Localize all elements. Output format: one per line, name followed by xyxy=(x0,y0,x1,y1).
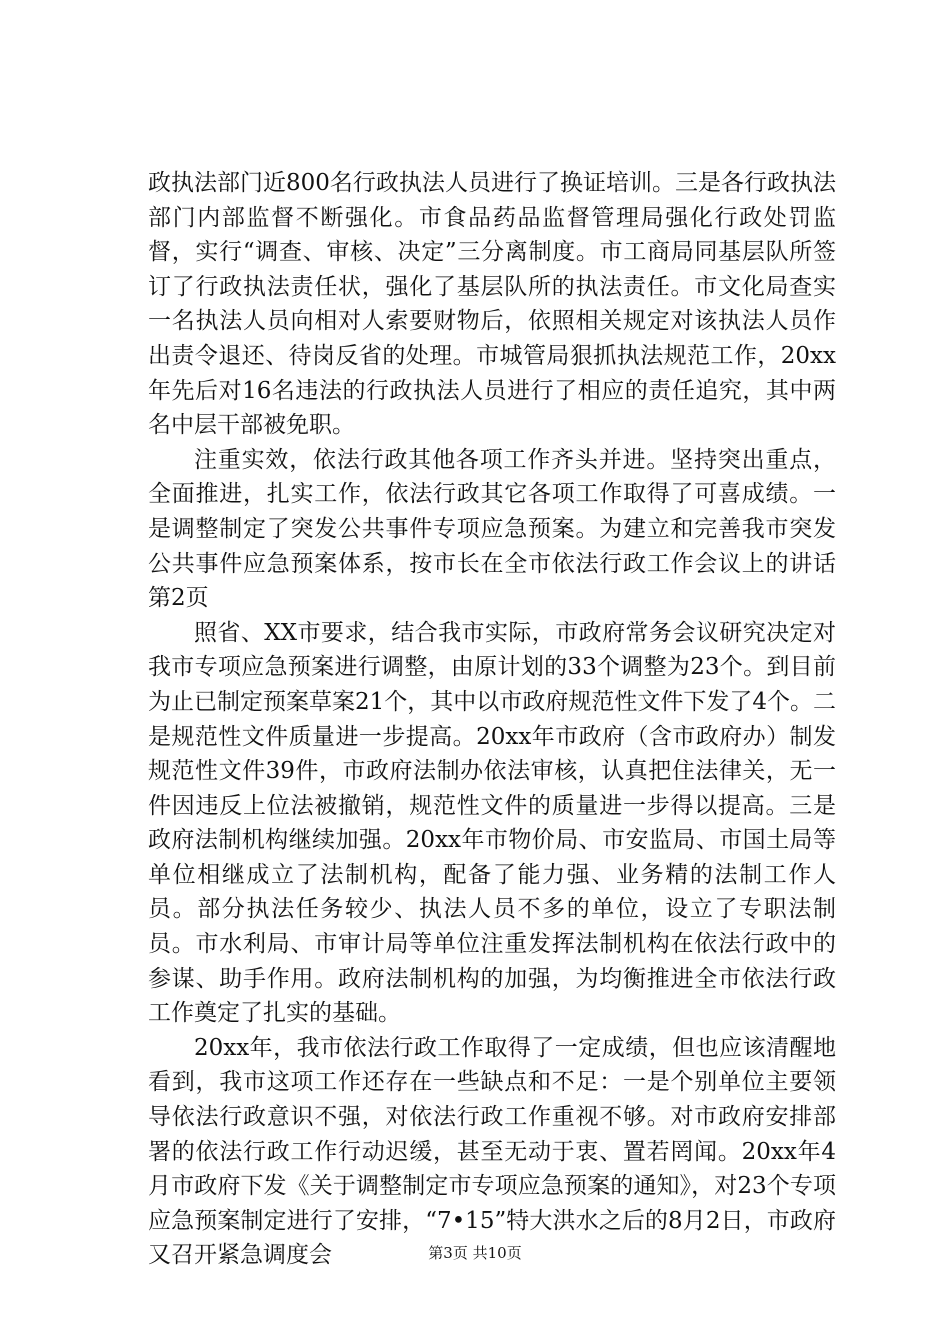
paragraph-4: 20xx年，我市依法行政工作取得了一定成绩，但也应该清醒地看到，我市这项工作还存在一些缺点和不足：一是个别单位主要领导依法行政意识不强，对依法行政工作重视不够。对市政府安排部署的依法行政工作行动迟缓，甚至无动于衷、置若罔闻。20xx年4月市政府下发《关于调整制定市专项应急预案的通知》，对23个专项应急预案制定进行了安排，“7•15”特大洪水之后的8月2日，市政府又召开紧急调度会 xyxy=(148,1034,836,1269)
page-number-footer: 第3页 共10页 xyxy=(428,1244,522,1262)
paragraph-1: 政执法部门近800名行政执法人员进行了换证培训。三是各行政执法部门内部监督不断强化。市食品药品监督管理局强化行政处罚监督，实行“调查、审核、决定”三分离制度。市工商局同基层队所签订了行政执法责任状，强化了基层队所的执法责任。市文化局查实一名执法人员向相对人索要财物后，依照相关规定对该执法人员作出责令退还、待岗反省的处理。市城管局狠抓执法规范工作，20xx年先后对16名违法的行政执法人员进行了相应的责任追究，其中两名中层干部被免职。 xyxy=(148,170,836,439)
paragraph-2: 注重实效，依法行政其他各项工作齐头并进。坚持突出重点，全面推进，扎实工作，依法行政其它各项工作取得了可喜成绩。一是调整制定了突发公共事件专项应急预案。为建立和完善我市突发公共事件应急预案体系，按市长在全市依法行政工作会议上的讲话第2页 xyxy=(148,446,836,612)
document-body xyxy=(148,166,836,1273)
paragraph-3: 照省、XX市要求，结合我市实际，市政府常务会议研究决定对我市专项应急预案进行调整，由原计划的33个调整为23个。到目前为止已制定预案草案21个，其中以市政府规范性文件下发了4个。二是规范性文件质量进一步提高。20xx年市政府（含市政府办）制发规范性文件39件，市政府法制办依法审核，认真把住法律关，无一件因违反上位法被撤销，规范性文件的质量进一步得以提高。三是政府法制机构继续加强。20xx年市物价局、市安监局、市国土局等单位相继成立了法制机构，配备了能力强、业务精的法制工作人员。部分执法任务较少、执法人员不多的单位，设立了专职法制员。市水利局、市审计局等单位注重发挥法制机构在依法行政中的参谋、助手作用。政府法制机构的加强，为均衡推进全市依法行政工作奠定了扎实的基础。 xyxy=(148,619,836,1027)
